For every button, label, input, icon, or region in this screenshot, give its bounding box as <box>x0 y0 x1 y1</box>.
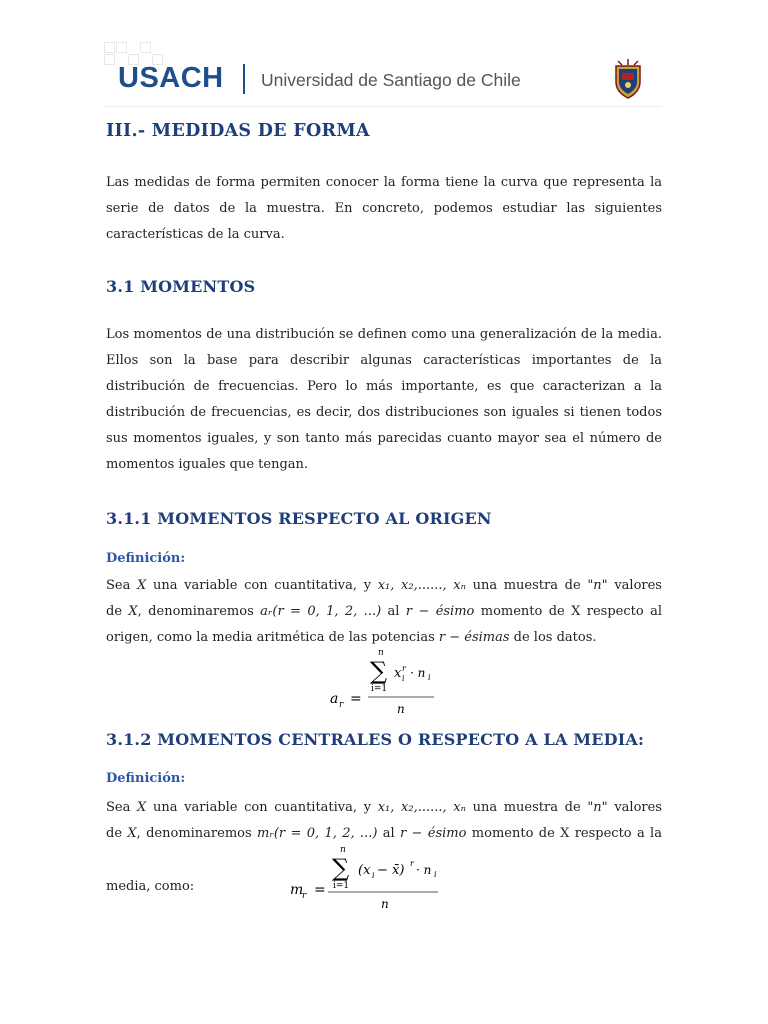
momentos-paragraph <box>106 322 662 478</box>
usach-logo-text: USACH <box>118 62 224 94</box>
svg-text:i: i <box>434 870 437 879</box>
momentos-line: distribución de frecuencias. Pero lo más importante, es que caracterizan a la <box>106 379 662 394</box>
formula-lhs: a <box>330 691 339 707</box>
sum-upper-limit: n <box>340 845 346 855</box>
sum-lower-limit: i=1 <box>371 684 388 694</box>
definition-label: Definición: <box>106 551 186 566</box>
intro-line: Las medidas de forma permiten conocer la forma tiene la curva que representa la <box>106 175 662 190</box>
momentos-line: distribución de frecuencias, es decir, dos distribuciones son iguales si tienen todos <box>106 405 662 420</box>
media-como-text: media, como: <box>106 879 195 894</box>
section-title-momentos-centrales: 3.1.2 MOMENTOS CENTRALES O RESPECTO A LA MEDIA: <box>106 730 645 749</box>
svg-text:=: = <box>314 882 326 898</box>
svg-text:· n: · n <box>410 666 426 680</box>
logo-separator <box>243 64 245 94</box>
momentos-line: Los momentos de una distribución se definen como una generalización de la media. <box>106 327 662 342</box>
sum-upper-limit: n <box>378 648 384 658</box>
momentos-line: Ellos son la base para describir algunas características importantes de la <box>106 353 662 368</box>
sum-lower-limit: i=1 <box>333 881 350 891</box>
definition-line: Sea X una variable con cuantitativa, y x₁, x₂,......, xₙ una muestra de "n" valores <box>106 578 662 593</box>
formula-denominator: n <box>381 897 389 911</box>
definition-label: Definición: <box>106 771 186 786</box>
svg-text:r: r <box>339 700 344 710</box>
definition-media-paragraph <box>106 795 662 847</box>
intro-line: características de la curva. <box>106 227 285 242</box>
svg-text:i: i <box>428 673 431 682</box>
header-rule <box>104 106 662 107</box>
svg-text:i: i <box>402 674 405 683</box>
formula-lhs: m <box>290 882 304 898</box>
sum-sign: ∑ <box>332 854 350 882</box>
svg-text:i: i <box>372 871 375 880</box>
formula-denominator: n <box>397 702 405 716</box>
formula-ar <box>326 645 446 717</box>
section-title-momentos: 3.1 MOMENTOS <box>106 277 256 296</box>
svg-text:r: r <box>402 664 406 673</box>
svg-text:=: = <box>350 691 362 707</box>
momentos-line: sus momentos iguales, y son tanto más parecidas cuanto mayor sea el número de <box>106 431 662 446</box>
definition-line: Sea X una variable con cuantitativa, y x₁, x₂,......, xₙ una muestra de "n" valores <box>106 800 662 815</box>
svg-text:− x̄): − x̄) <box>377 863 405 878</box>
definition-origen-paragraph <box>106 573 662 651</box>
svg-text:(x: (x <box>358 863 371 878</box>
svg-text:r: r <box>410 859 414 868</box>
svg-text:· n: · n <box>416 863 432 877</box>
definition-line: de X, denominaremos aᵣ(r = 0, 1, 2, ...) al r − ésimo momento de X respecto al <box>106 604 662 619</box>
university-name: Universidad de Santiago de Chile <box>261 70 521 90</box>
svg-text:x: x <box>394 666 402 681</box>
sum-sign: ∑ <box>370 657 388 685</box>
momentos-line: momentos iguales que tengan. <box>106 457 309 472</box>
university-crest-icon <box>612 58 644 100</box>
svg-text:r: r <box>302 891 307 901</box>
section-title-momentos-origen: 3.1.1 MOMENTOS RESPECTO AL ORIGEN <box>106 509 492 528</box>
section-title-medidas-de-forma: III.- MEDIDAS DE FORMA <box>106 121 370 141</box>
intro-paragraph <box>106 170 662 248</box>
definition-line: origen, como la media aritmética de las potencias r − ésimas de los datos. <box>106 630 597 645</box>
intro-line: serie de datos de la muestra. En concreto, podemos estudiar las siguientes <box>106 201 662 216</box>
formula-mr <box>288 842 448 914</box>
definition-line: de X, denominaremos mᵣ(r = 0, 1, 2, ...) al r − ésimo momento de X respecto a la <box>106 826 662 841</box>
